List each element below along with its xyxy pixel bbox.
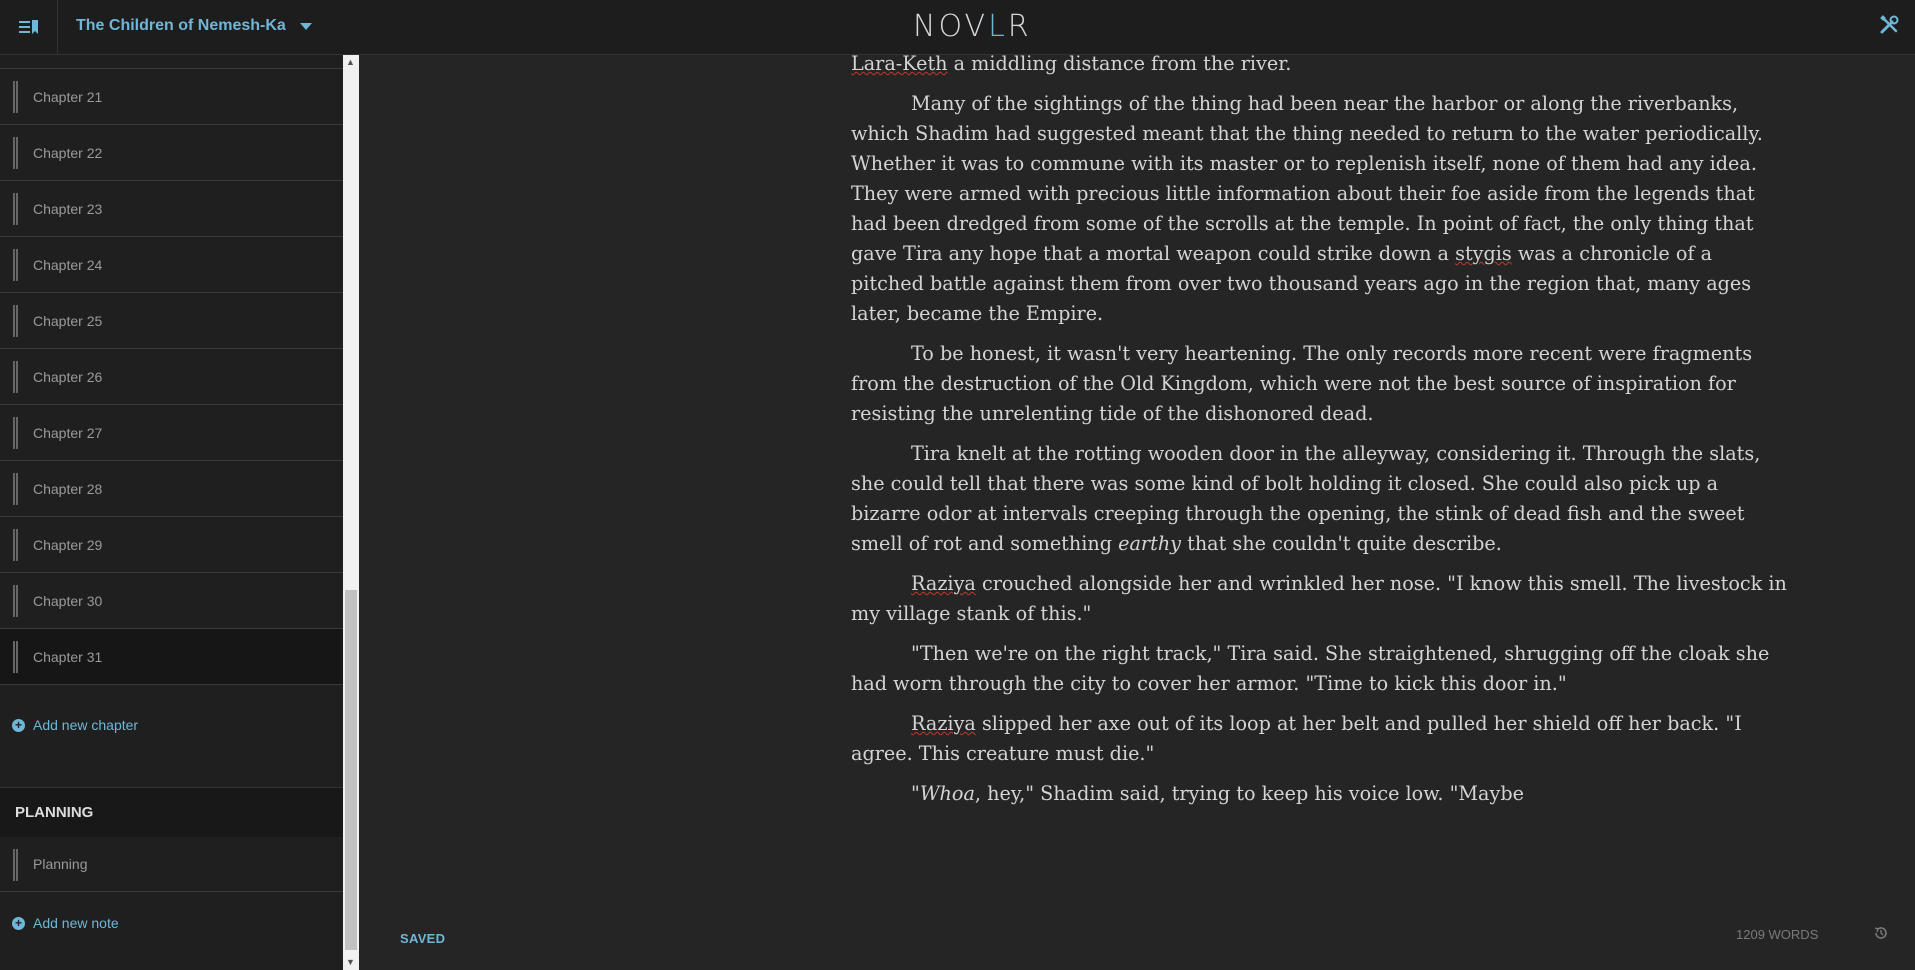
drag-handle-icon[interactable]	[13, 585, 18, 617]
chapter-label: Chapter 30	[33, 592, 103, 609]
history-icon	[1873, 925, 1889, 941]
list-bookmark-icon	[19, 20, 39, 34]
chapter-label: Chapter 24	[33, 256, 103, 273]
add-chapter-label: Add new chapter	[33, 717, 139, 733]
paragraph: Lara-Keth a middling distance from the river.	[851, 52, 1292, 75]
drag-handle-icon[interactable]	[13, 137, 18, 169]
novlr-logo: NOVLR	[913, 9, 1032, 44]
scroll-down-icon[interactable]: ▼	[346, 957, 355, 967]
sidebar-chapter-item[interactable]	[0, 237, 343, 293]
sidebar-chapter-item[interactable]	[0, 349, 343, 405]
book-title: The Children of Nemesh-Ka	[76, 17, 286, 34]
chapter-label: Chapter 29	[33, 536, 103, 553]
drag-handle-icon[interactable]	[13, 81, 18, 113]
scrollbar-thumb[interactable]	[345, 590, 357, 950]
tools-icon	[1879, 15, 1899, 35]
paragraph: Tira knelt at the rotting wooden door in the alleyway, considering it. Through the slats, she could tell that there was some kind of bolt holding it closed. She could also pick up a bizarre odor at intervals creeping through the opening, the stink of dead fish and the sweet smell of rot and something earthy that she couldn't quite describe.	[851, 442, 1761, 555]
drag-handle-icon[interactable]	[13, 641, 18, 673]
drag-handle-icon[interactable]	[13, 193, 18, 225]
drag-handle-icon[interactable]	[13, 529, 18, 561]
sidebar-chapter-item[interactable]	[0, 517, 343, 573]
tools-button[interactable]	[1879, 15, 1901, 37]
sidebar-chapter-item[interactable]	[0, 125, 343, 181]
plus-circle-icon: +	[12, 719, 25, 732]
history-button[interactable]	[1873, 925, 1891, 943]
drag-handle-icon[interactable]	[13, 417, 18, 449]
top-bar	[0, 0, 1915, 55]
paragraph: To be honest, it wasn't very heartening. The only records more recent were fragments from the destruction of the Old Kingdom, which were not the best source of inspiration for resisting the unrelenting tide of the dishonored dead.	[851, 342, 1753, 425]
chapter-label: Chapter 31	[33, 648, 103, 665]
chapter-label: Chapter 25	[33, 312, 103, 329]
paragraph: "Then we're on the right track," Tira said. She straightened, shrugging off the cloak she had worn through the city to cover her armor. "Time to kick this door in."	[851, 642, 1770, 695]
chapter-label: Chapter 27	[33, 424, 103, 441]
scroll-up-icon[interactable]: ▲	[346, 57, 355, 67]
planning-label: Planning	[33, 856, 88, 872]
sidebar-chapter-item[interactable]	[0, 573, 343, 629]
save-status: SAVED	[400, 931, 446, 946]
chapter-label: Chapter 23	[33, 200, 103, 217]
chapter-label: Chapter 28	[33, 480, 103, 497]
planning-list	[0, 837, 343, 892]
plus-circle-icon: +	[12, 917, 25, 930]
add-note-label: Add new note	[33, 915, 119, 931]
caret-down-icon	[300, 23, 312, 30]
drag-handle-icon[interactable]	[13, 849, 18, 881]
editor-pane	[359, 52, 1915, 970]
sidebar-chapter-item[interactable]	[0, 629, 343, 685]
sidebar-chapter-item[interactable]	[0, 293, 343, 349]
chapter-list	[0, 69, 343, 685]
sidebar-planning-item[interactable]	[0, 837, 343, 892]
sidebar-scrollbar[interactable]	[343, 55, 359, 970]
book-selector[interactable]	[76, 17, 312, 35]
paragraph: Raziya slipped her axe out of its loop at her belt and pulled her shield off her back. "I agree. This creature must die."	[851, 712, 1742, 765]
paragraph: "Whoa, hey," Shadim said, trying to keep his voice low. "Maybe	[911, 782, 1524, 805]
paragraph: Many of the sightings of the thing had been near the harbor or along the riverbanks, which Shadim had suggested meant that the thing needed to return to the water periodically. Whether it was to commune with its master or to replenish itself, none of them had any idea. They were armed with precious little information about their foe aside from the legends that had been dredged from some of the scrolls at the temple. In point of fact, the only thing that gave Tira any hope that a mortal weapon could strike down a stygis was a chronicle of a pitched battle against them from over two thousand years ago in the region that, many ages later, became the Empire.	[851, 92, 1763, 325]
drag-handle-icon[interactable]	[13, 361, 18, 393]
sidebar-chapter-item[interactable]	[0, 181, 343, 237]
planning-section-header: PLANNING	[0, 787, 343, 837]
sidebar-chapter-item[interactable]	[0, 69, 343, 125]
word-count: 1209 WORDS	[1736, 927, 1819, 942]
sidebar-chapter-item[interactable]	[0, 461, 343, 517]
chapter-label: Chapter 26	[33, 368, 103, 385]
drag-handle-icon[interactable]	[13, 249, 18, 281]
manuscript-text[interactable]	[851, 49, 1791, 819]
add-chapter-button[interactable]	[0, 717, 343, 733]
sidebar-chapter-item[interactable]	[0, 405, 343, 461]
paragraph: Raziya crouched alongside her and wrinkled her nose. "I know this smell. The livestock in my village stank of this."	[851, 572, 1787, 625]
drag-handle-icon[interactable]	[13, 305, 18, 337]
sidebar-toggle-button[interactable]	[0, 0, 58, 54]
chapter-label: Chapter 21	[33, 88, 103, 105]
add-note-button[interactable]	[0, 915, 343, 931]
chapter-label: Chapter 22	[33, 144, 103, 161]
drag-handle-icon[interactable]	[13, 473, 18, 505]
chapter-sidebar	[0, 55, 343, 970]
sidebar-scroll-top	[0, 55, 343, 69]
